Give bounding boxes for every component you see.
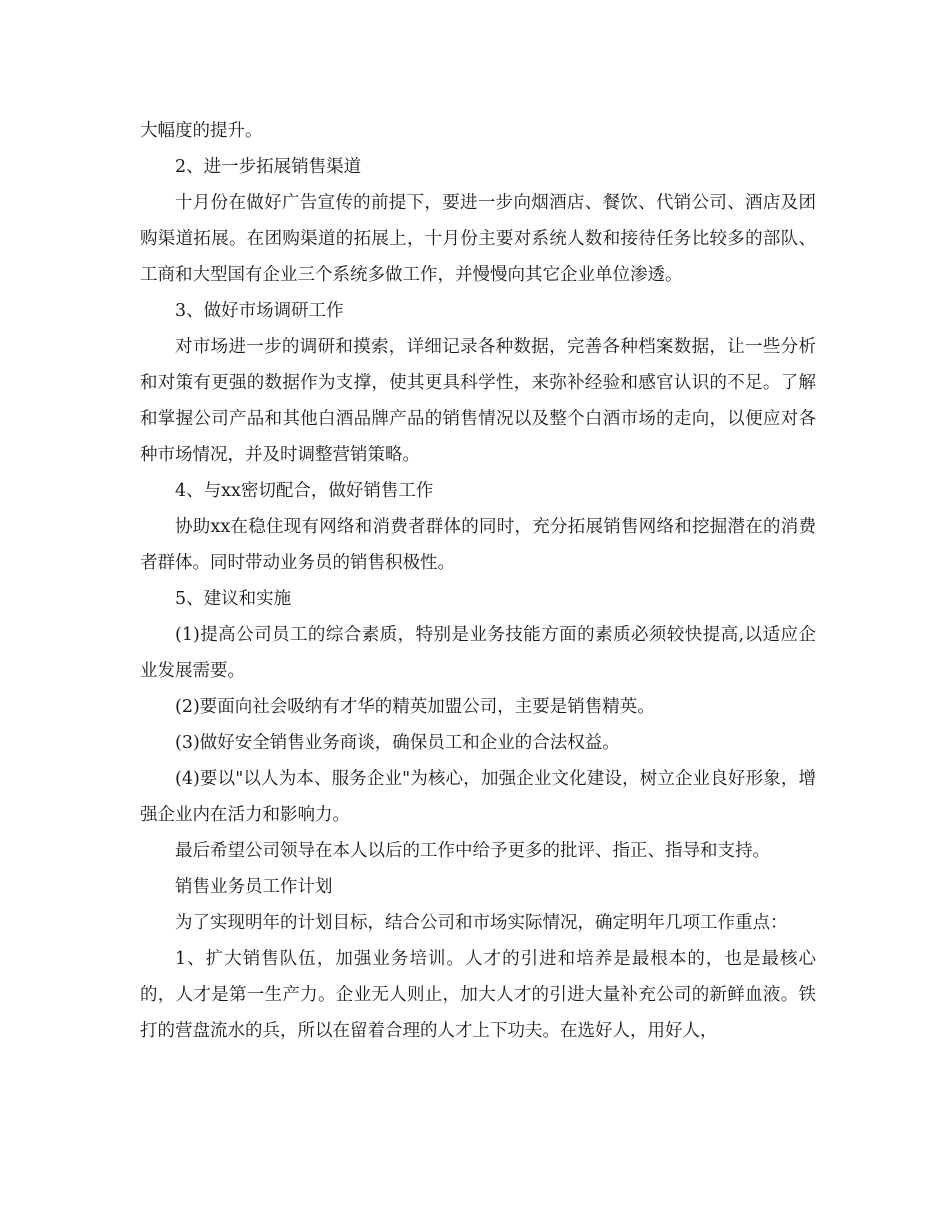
paragraph: 1、扩大销售队伍，加强业务培训。人才的引进和培养是最根本的，也是最核心的，人才是第一生产力。企业无人则止，加大人才的引进大量补充公司的新鲜血液。铁打的营盘流水的兵，所以在留着合理的人才上下功夫。在选好人，用好人， <box>140 949 816 1041</box>
document-title: 销售业务员工作计划 <box>175 877 333 897</box>
document-body <box>140 113 816 1049</box>
paragraph: 十月份在做好广告宣传的前提下，要进一步向烟酒店、餐饮、代销公司、酒店及团购渠道拓展。在团购渠道的拓展上，十月份主要对系统人数和接待任务比较多的部队、工商和大型国有企业三个系统多做工作，并慢慢向其它企业单位渗透。 <box>140 193 816 285</box>
paragraph: 协助xx在稳住现有网络和消费者群体的同时，充分拓展销售网络和挖掘潜在的消费者群体。同时带动业务员的销售积极性。 <box>140 517 816 573</box>
list-item: (1)提高公司员工的综合素质，特别是业务技能方面的素质必须较快提高,以适应企业发展需要。 <box>140 625 816 681</box>
paragraph: 为了实现明年的计划目标，结合公司和市场实际情况，确定明年几项工作重点： <box>175 913 788 933</box>
paragraph: 对市场进一步的调研和摸索，详细记录各种数据，完善各种档案数据，让一些分析和对策有更强的数据作为支撑，使其更具科学性，来弥补经验和感官认识的不足。了解和掌握公司产品和其他白酒品牌产品的销售情况以及整个白酒市场的走向，以便应对各种市场情况，并及时调整营销策略。 <box>140 337 816 465</box>
section-heading: 2、进一步拓展销售渠道 <box>175 157 362 177</box>
paragraph: 最后希望公司领导在本人以后的工作中给予更多的批评、指正、指导和支持。 <box>175 841 770 861</box>
list-item: (3)做好安全销售业务商谈，确保员工和企业的合法权益。 <box>175 733 620 753</box>
section-heading: 4、与xx密切配合，做好销售工作 <box>175 481 434 501</box>
paragraph: 大幅度的提升。 <box>140 121 263 141</box>
list-item: (4)要以"以人为本、服务企业"为核心，加强企业文化建设，树立企业良好形象，增强企业内在活力和影响力。 <box>140 769 816 825</box>
section-heading: 5、建议和实施 <box>175 589 292 609</box>
list-item: (2)要面向社会吸纳有才华的精英加盟公司，主要是销售精英。 <box>175 697 655 717</box>
section-heading: 3、做好市场调研工作 <box>175 301 344 321</box>
